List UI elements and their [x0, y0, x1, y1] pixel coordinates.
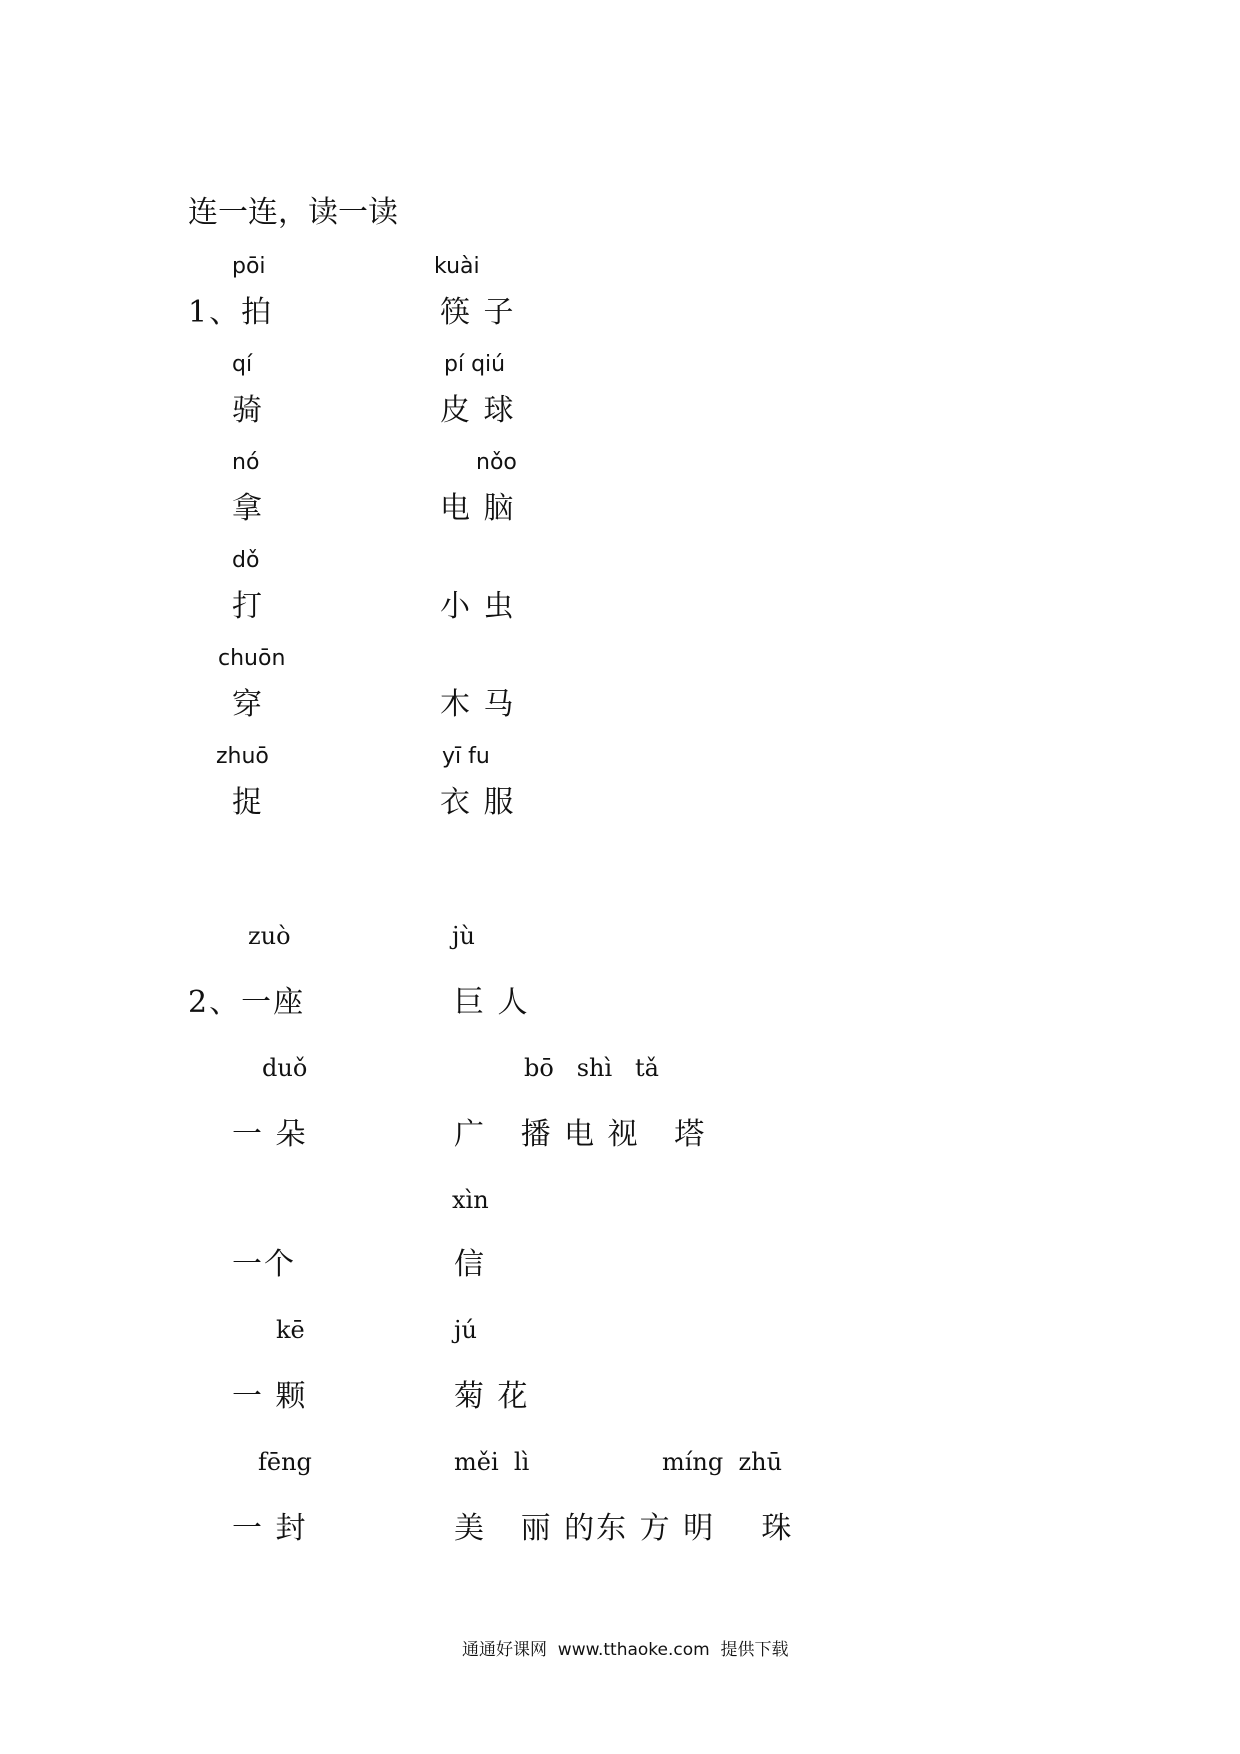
word-chuan: 穿: [232, 687, 264, 722]
word-zhuo: 捉: [232, 785, 264, 820]
pinyin-zuo: zuò: [248, 922, 291, 950]
word-yige: 一个: [232, 1247, 296, 1282]
word-yike: 一 颗: [232, 1379, 308, 1414]
page-footer: 通通好课网 www.tthaoke.com 提供下载: [462, 1640, 789, 1660]
pinyin-ju: jù: [452, 922, 475, 950]
word-xin: 信: [454, 1247, 486, 1282]
word-dongfangmingzhu: 美 丽 的东 方 明 珠: [454, 1511, 794, 1546]
word-da: 打: [232, 589, 264, 624]
pinyin-kuai: kuài: [434, 254, 480, 279]
word-diannao: 电 脑: [440, 491, 516, 526]
word-juren: 巨 人: [454, 985, 530, 1020]
pinyin-meili: měi lì: [454, 1448, 530, 1476]
pinyin-feng: fēng: [258, 1448, 312, 1476]
pinyin-piqiu: pí qiú: [444, 352, 506, 377]
word-yifeng: 一 封: [232, 1511, 308, 1546]
word-yiduo: 一 朵: [232, 1117, 308, 1152]
pinyin-da: dǒ: [232, 548, 260, 573]
pinyin-na: nó: [232, 450, 260, 475]
word-xiaochong: 小 虫: [440, 589, 516, 624]
pinyin-chuan: chuōn: [218, 646, 286, 671]
word-qi: 骑: [232, 393, 264, 428]
pinyin-zhuo: zhuō: [216, 744, 269, 769]
word-yizuo: 2、一座: [188, 985, 306, 1020]
pinyin-pai: pōi: [232, 254, 266, 279]
pinyin-qi: qí: [232, 352, 253, 377]
word-piqiu: 皮 球: [440, 393, 516, 428]
worksheet-title: 连一连，读一读: [188, 195, 398, 230]
pinyin-mingzhu: míng zhū: [662, 1448, 783, 1476]
word-kuaizi: 筷 子: [440, 295, 516, 330]
pinyin-duo: duǒ: [262, 1054, 308, 1082]
word-yifu: 衣 服: [440, 785, 516, 820]
word-na: 拿: [232, 491, 264, 526]
word-juhua: 菊 花: [454, 1379, 530, 1414]
word-guangbodianshita: 广 播 电 视 塔: [454, 1117, 707, 1152]
word-pai: 1、拍: [188, 295, 274, 330]
pinyin-yifu: yī fu: [442, 744, 490, 769]
pinyin-boshita: bō shì tǎ: [524, 1054, 659, 1082]
pinyin-ke: kē: [276, 1316, 305, 1344]
pinyin-ju2: jú: [454, 1316, 477, 1344]
pinyin-nao: nǒo: [476, 450, 517, 475]
pinyin-xin: xìn: [452, 1186, 489, 1214]
word-muma: 木 马: [440, 687, 516, 722]
